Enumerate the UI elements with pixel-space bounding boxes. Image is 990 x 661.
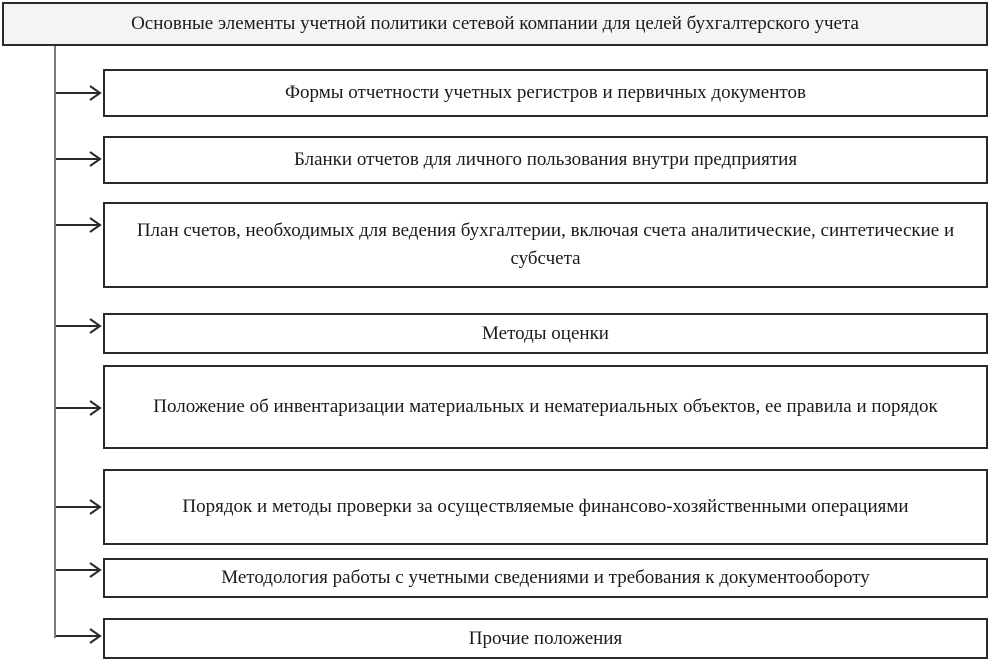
element-box-audit-procedures: [103, 469, 988, 545]
diagram-title-box: [2, 2, 988, 46]
element-label: Порядок и методы проверки за осуществляемые финансово-хозяйственными операциями: [182, 496, 909, 517]
element-box-document-flow: [103, 558, 988, 598]
element-label: Положение об инвентаризации материальных и нематериальных объектов, ее правила и порядок: [153, 396, 938, 417]
element-label: Методология работы с учетными сведениями и требования к документообороту: [221, 567, 870, 588]
arrow-right-icon: [56, 84, 102, 102]
element-label: Методы оценки: [482, 322, 609, 344]
arrow-right-icon: [56, 498, 102, 516]
arrow-right-icon: [56, 627, 102, 645]
element-box-inventory-regulation: [103, 365, 988, 449]
arrow-right-icon: [56, 317, 102, 335]
diagram-title: Основные элементы учетной политики сетевой компании для целей бухгалтерского учета: [131, 13, 859, 34]
element-box-other-provisions: [103, 618, 988, 659]
arrow-right-icon: [56, 150, 102, 168]
element-box-chart-of-accounts: [103, 202, 988, 288]
element-label: Формы отчетности учетных регистров и первичных документов: [285, 82, 806, 103]
element-box-report-blanks: [103, 136, 988, 184]
arrow-right-icon: [56, 399, 102, 417]
arrow-right-icon: [56, 216, 102, 234]
element-box-reporting-forms: [103, 69, 988, 117]
element-box-valuation-methods: [103, 313, 988, 354]
element-label: План счетов, необходимых для ведения бухгалтерии, включая счета аналитические, синтетические и субсчета: [136, 220, 955, 269]
element-label: Прочие положения: [468, 627, 623, 649]
element-label: Бланки отчетов для личного пользования внутри предприятия: [293, 149, 798, 170]
arrow-right-icon: [56, 561, 102, 579]
vertical-connector-line: [54, 46, 56, 638]
